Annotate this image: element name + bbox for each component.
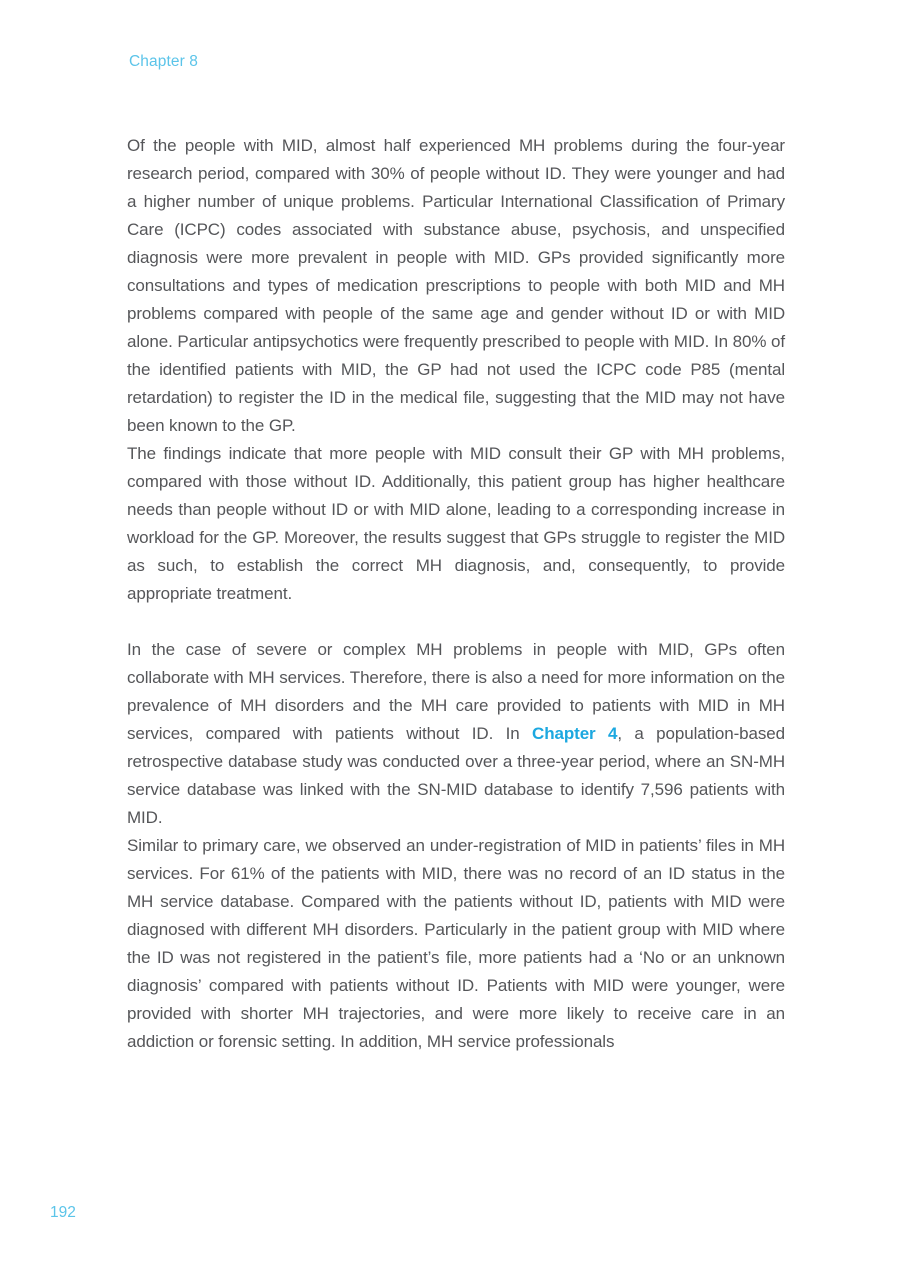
page-number: 192 (50, 1204, 76, 1221)
body-text-block (127, 132, 785, 1056)
paragraph-summary-primary-care: Of the people with MID, almost half experienced MH problems during the four-year research period, compared with 30% of people without ID. They were younger and had a higher number of unique problems. Particular International Classification of Primary Care (ICPC) codes associated with substance abuse, psychosis, and unspecified diagnosis were more prevalent in people with MID. GPs provided significantly more consultations and types of medication prescriptions to people with both MID and MH problems compared with people of the same age and gender without ID or with MID alone. Particular antipsychotics were frequently prescribed to people with MID. In 80% of the identified patients with MID, the GP had not used the ICPC code P85 (mental retardation) to register the ID in the medical file, suggesting that the MID may not have been known to the GP. (127, 136, 785, 435)
paragraph-under-registration: Similar to primary care, we observed an under-registration of MID in patients’ files in MH services. For 61% of the patients with MID, there was no record of an ID status in the MH service database. Compared with the patients without ID, patients with MID were diagnosed with different MH disorders. Particularly in the patient group with MID where the ID was not registered in the patient’s file, more patients had a ‘No or an unknown diagnosis’ compared with patients without ID. Patients with MID were younger, were provided with shorter MH trajectories, and were more likely to receive care in an addiction or forensic setting. In addition, MH service professionals (127, 836, 785, 1051)
running-header-chapter: Chapter 8 (129, 53, 198, 70)
paragraph-spacer (127, 608, 785, 636)
paragraph-findings: The findings indicate that more people with MID consult their GP with MH problems, compared with those without ID. Additionally, this patient group has higher healthcare needs than people without ID or with MID alone, leading to a corresponding increase in workload for the GP. Moreover, the results suggest that GPs struggle to register the MID as such, to establish the correct MH diagnosis, and, consequently, to provide appropriate treatment. (127, 444, 785, 603)
paragraph-mh-services (127, 636, 785, 832)
paragraph-text: In the case of severe or complex MH problems in people with MID, GPs often collaborate with MH services. Therefore, there is also a need for more information on the prevalence of MH disorders and the MH care provided to patients with MID in MH services, compared with patients without ID. In (127, 640, 785, 743)
chapter-4-link[interactable]: Chapter 4 (532, 724, 618, 743)
paragraph-text: , a population-based retrospective database study was conducted over a three-year period, where an SN-MH service database was linked with the SN-MID database to identify 7,596 patients with MID. (127, 724, 785, 827)
